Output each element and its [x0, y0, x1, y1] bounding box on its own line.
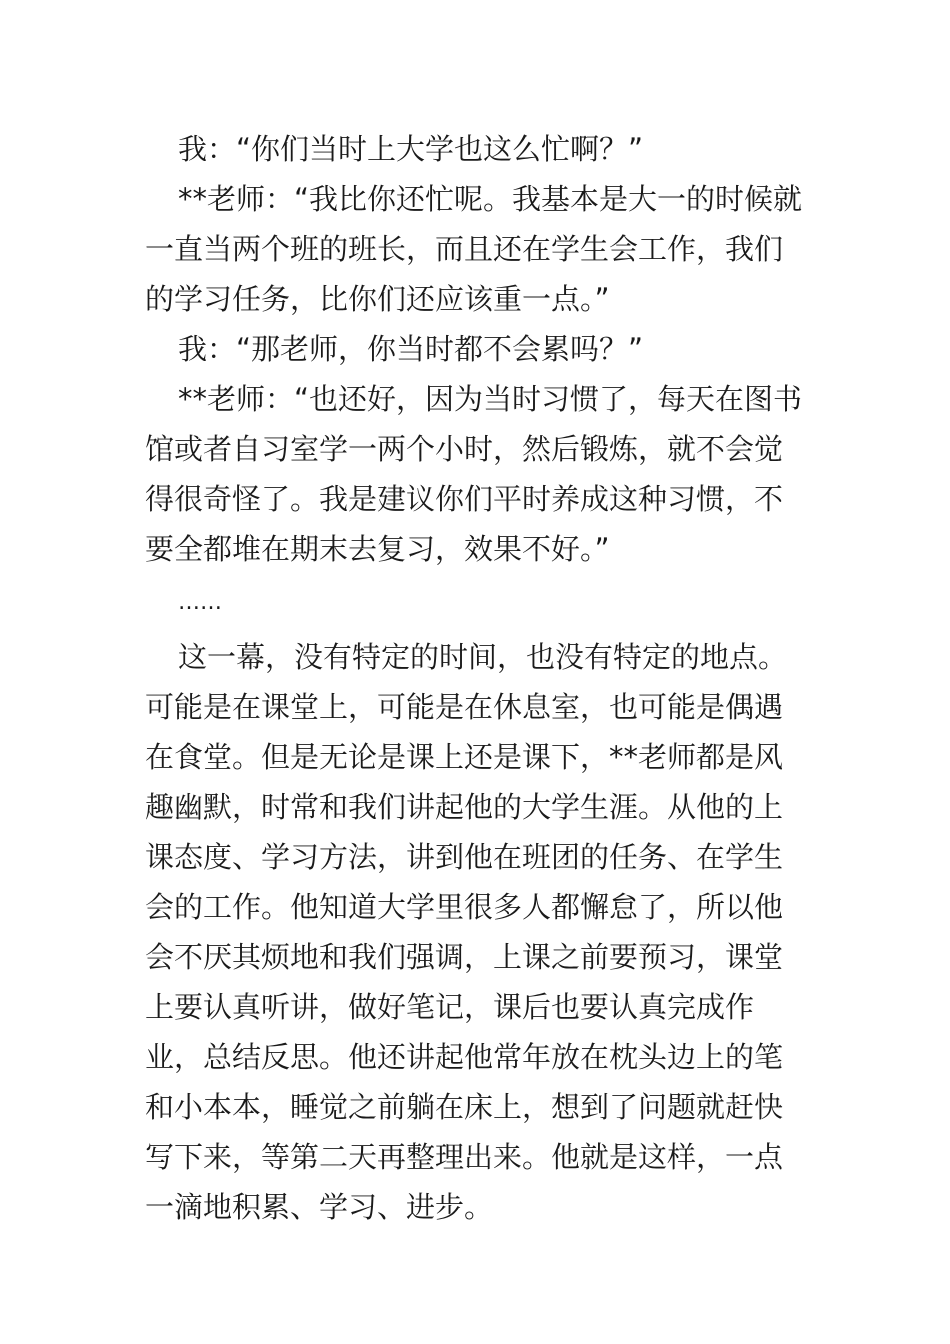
- narrative-paragraph: 这一幕，没有特定的时间，也没有特定的地点。可能是在课堂上，可能是在休息室，也可能是偶遇在食堂。但是无论是课上还是课下，**老师都是风趣幽默，时常和我们讲起他的大学生涯。从他的上课态度、学习方法，讲到他在班团的任务、在学生会的工作。他知道大学里很多人都懈怠了，所以他会不厌其烦地和我们强调，上课之前要预习，课堂上要认真听讲，做好笔记，课后也要认真完成作业，总结反思。他还讲起他常年放在枕头边上的笔和小本本，睡觉之前躺在床上，想到了问题就赶快写下来，等第二天再整理出来。他就是这样，一点一滴地积累、学习、进步。: [145, 640, 788, 1224]
- dialogue-paragraph-3: 我：“那老师，你当时都不会累吗？”: [178, 332, 644, 366]
- dialogue-paragraph-4: **老师：“也还好，因为当时习惯了，每天在图书馆或者自习室学一两个小时，然后锻炼，就不会觉得很奇怪了。我是建议你们平时养成这种习惯，不要全都堆在期末去复习，效果不好。”: [145, 382, 803, 566]
- ellipsis-paragraph: ……: [178, 590, 222, 615]
- dialogue-paragraph-2: **老师：“我比你还忙呢。我基本是大一的时候就一直当两个班的班长，而且还在学生会工作，我们的学习任务，比你们还应该重一点。”: [145, 182, 803, 316]
- dialogue-paragraph-1: 我：“你们当时上大学也这么忙啊？”: [178, 132, 644, 166]
- document-body: [145, 124, 810, 1232]
